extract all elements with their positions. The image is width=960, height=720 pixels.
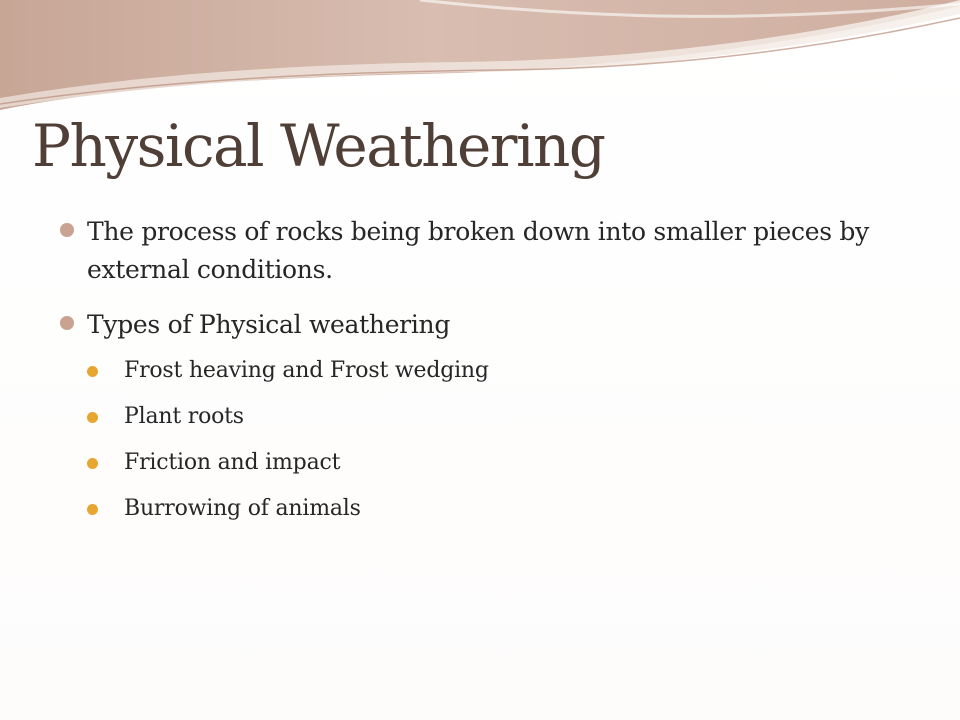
bullet-types [60,306,920,526]
bullet-text: The process of rocks being broken down into smaller pieces by external conditions. [87,217,869,284]
bullet-definition [60,213,920,289]
bullet-dot-icon [60,223,74,237]
sub-bullet-text: Burrowing of animals [124,496,361,521]
header-swoosh-decoration [0,0,960,120]
sub-bullet-friction [87,446,920,480]
sub-bullet-list [87,354,920,526]
slide-title: Physical Weathering [32,112,605,180]
sub-bullet-frost [87,354,920,388]
sub-bullet-burrowing [87,492,920,526]
slide-body [60,213,920,543]
sub-bullet-text: Friction and impact [124,450,341,475]
bullet-text: Types of Physical weathering [87,310,451,339]
sub-bullet-dot-icon [87,458,98,469]
sub-bullet-dot-icon [87,366,98,377]
bullet-list [60,213,920,526]
sub-bullet-plant-roots [87,400,920,434]
sub-bullet-text: Plant roots [124,404,244,429]
sub-bullet-text: Frost heaving and Frost wedging [124,358,489,383]
bullet-dot-icon [60,316,74,330]
sub-bullet-dot-icon [87,412,98,423]
sub-bullet-dot-icon [87,504,98,515]
